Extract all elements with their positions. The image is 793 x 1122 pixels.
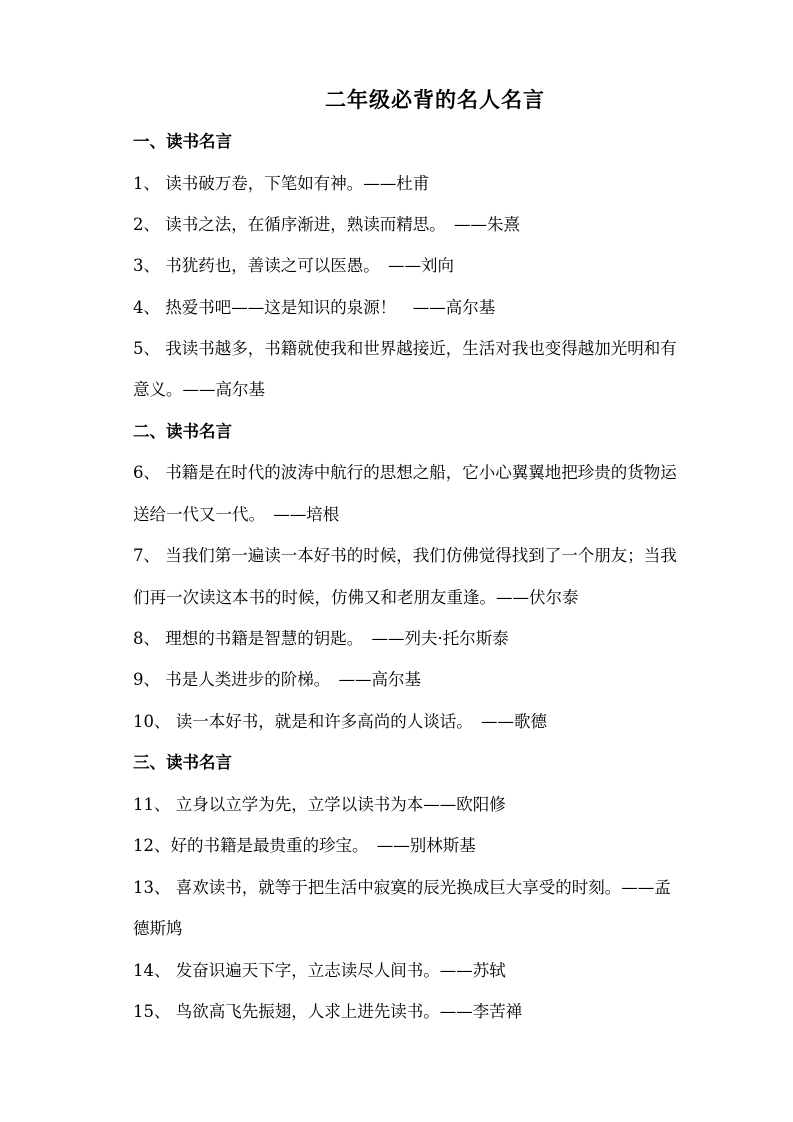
quote-line: 10、 读一本好书，就是和许多高尚的人谈话。 ——歌德 [133,712,547,731]
quote-line: 4、 热爱书吧——这是知识的泉源！ ——高尔基 [133,298,496,317]
quote-line: 1、 读书破万卷，下笔如有神。——杜甫 [133,174,430,193]
quote-line: 8、 理想的书籍是智慧的钥匙。 ——列夫·托尔斯泰 [133,629,509,648]
quote-line: 6、 书籍是在时代的波涛中航行的思想之船，它小心翼翼地把珍贵的货物运 [133,463,677,482]
quote-line: 5、 我读书越多，书籍就使我和世界越接近，生活对我也变得越加光明和有 [133,339,677,358]
quote-line-continued: 送给一代又一代。 ——培根 [133,505,340,524]
document-title: 二年级必背的名人名言 [325,87,545,112]
quote-line-continued: 们再一次读这本书的时候，仿佛又和老朋友重逢。——伏尔泰 [133,588,579,607]
quote-line-continued: 德斯鸠 [133,919,183,938]
section-heading: 一、读书名言 [133,132,232,151]
quote-line: 7、 当我们第一遍读一本好书的时候，我们仿佛觉得找到了一个朋友；当我 [133,546,677,565]
quote-line-continued: 意义。——高尔基 [133,380,265,399]
quote-line: 14、 发奋识遍天下字，立志读尽人间书。——苏轼 [133,961,506,980]
quote-line: 9、 书是人类进步的阶梯。 ——高尔基 [133,670,421,689]
quote-line: 15、 鸟欲高飞先振翅，人求上进先读书。——李苦禅 [133,1002,523,1021]
section-heading: 二、读书名言 [133,422,232,441]
section-heading: 三、读书名言 [133,753,232,772]
quote-line: 11、 立身以立学为先，立学以读书为本——欧阳修 [133,795,506,814]
quote-line: 3、 书犹药也，善读之可以医愚。 ——刘向 [133,256,454,275]
quote-line: 2、 读书之法，在循序渐进，熟读而精思。 ——朱熹 [133,215,520,234]
quote-line: 13、 喜欢读书，就等于把生活中寂寞的辰光换成巨大享受的时刻。——孟 [133,878,671,897]
quote-line: 12、好的书籍是最贵重的珍宝。 ——别林斯基 [133,836,476,855]
